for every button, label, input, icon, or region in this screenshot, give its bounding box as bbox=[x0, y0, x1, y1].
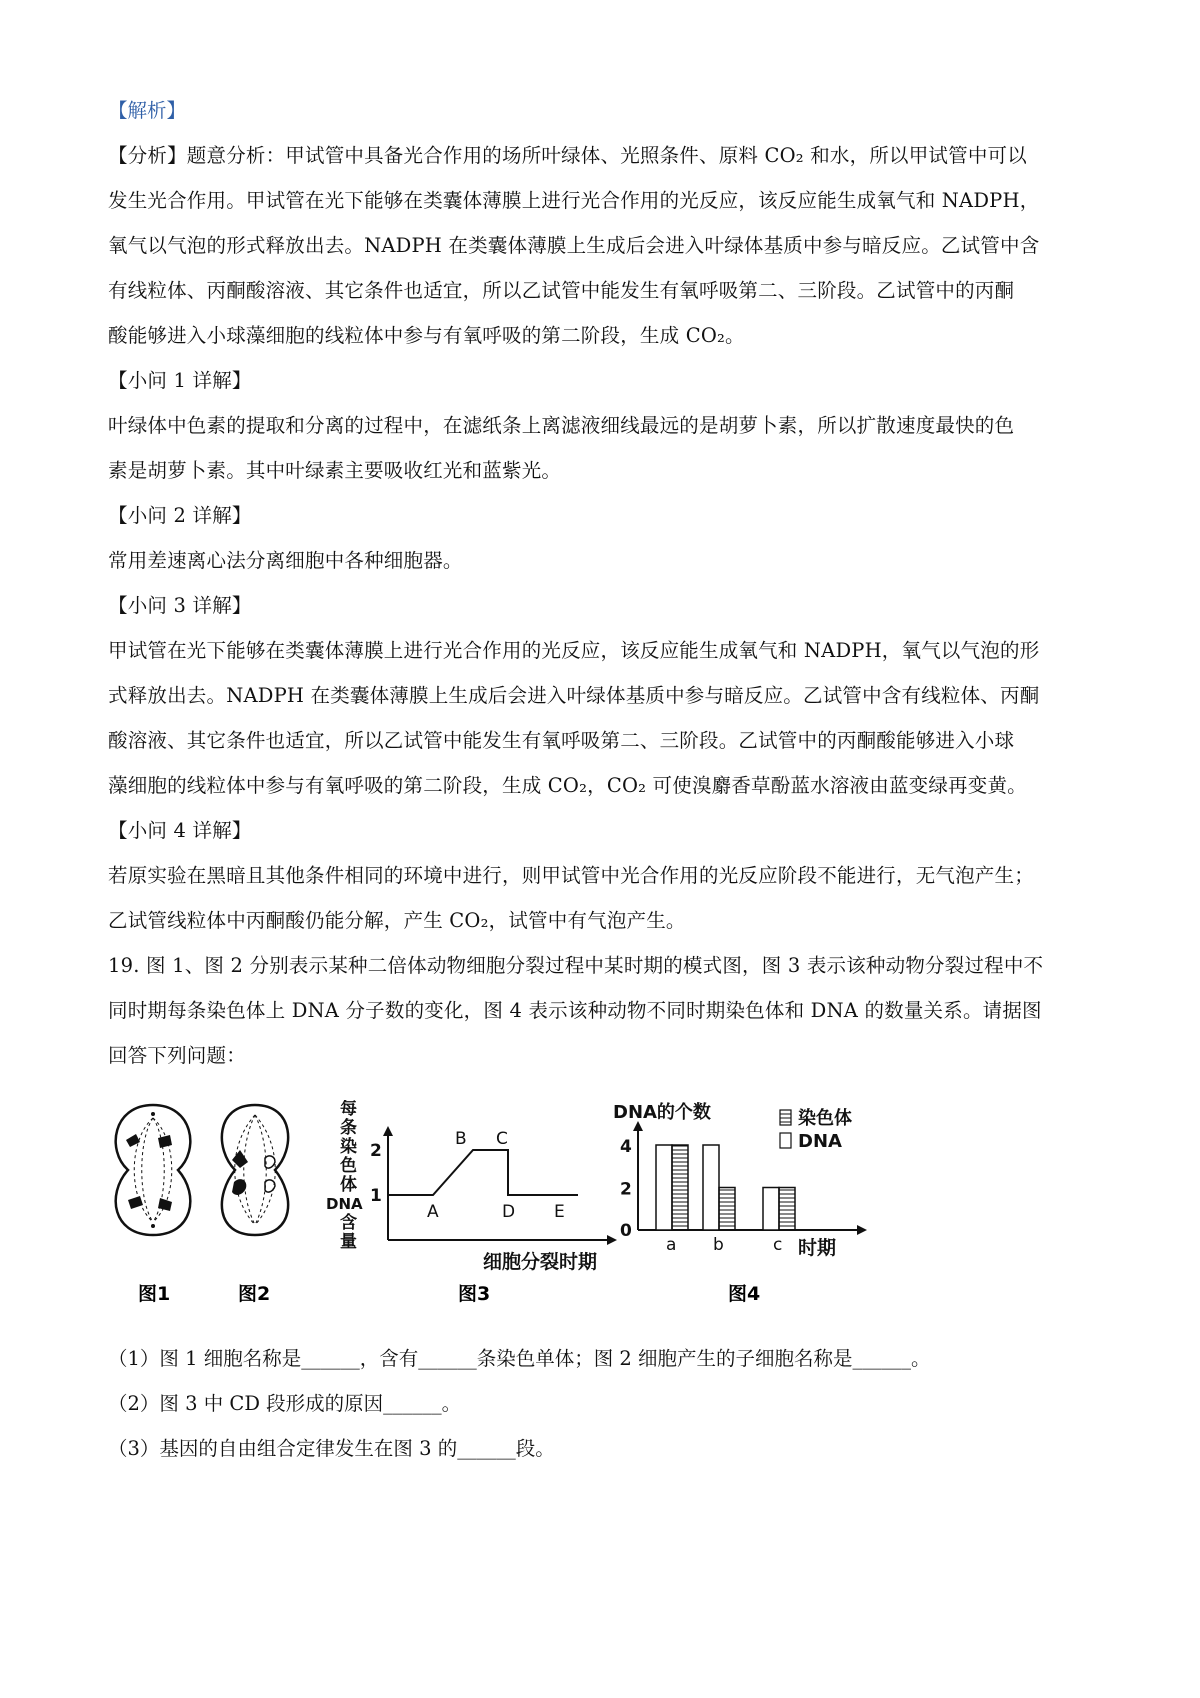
analysis-label: 【解析】 bbox=[108, 99, 187, 122]
section-heading: 【小问 1 详解】 bbox=[108, 369, 252, 392]
paragraph-line: 藻细胞的线粒体中参与有氧呼吸的第二阶段，生成 CO₂，CO₂ 可使溴麝香草酚蓝水溶液由蓝变绿再变黄。 bbox=[108, 774, 1027, 797]
sub-question-1: （1）图 1 细胞名称是______，含有______条染色单体；图 2 细胞产生的子细胞名称是______。 bbox=[108, 1347, 931, 1370]
sub-question-2: （2）图 3 中 CD 段形成的原因______。 bbox=[108, 1392, 462, 1415]
fig3-caption: 图3 bbox=[458, 1283, 491, 1305]
section-heading: 【小问 2 详解】 bbox=[108, 504, 252, 527]
fig3-ylabel-char: 染 bbox=[340, 1137, 357, 1157]
fig3-ylabel-char: 量 bbox=[340, 1232, 357, 1252]
fig3-ylabel-char: 含 bbox=[340, 1213, 357, 1233]
fig4-bar-chromosome bbox=[719, 1188, 735, 1231]
paragraph-line: 酸能够进入小球藻细胞的线粒体中参与有氧呼吸的第二阶段，生成 CO₂。 bbox=[108, 324, 745, 347]
section-heading: 【小问 3 详解】 bbox=[108, 594, 252, 617]
fig4-legend-label: 染色体 bbox=[798, 1108, 852, 1129]
section-heading: 【小问 4 详解】 bbox=[108, 819, 252, 842]
fig4-xlabel: 时期 bbox=[798, 1237, 837, 1259]
fig4-legend-swatch-chromosome bbox=[780, 1110, 791, 1125]
paragraph-line: 式释放出去。NADPH 在类囊体薄膜上生成后会进入叶绿体基质中参与暗反应。乙试管中含有线粒体、丙酮 bbox=[108, 684, 1040, 707]
fig4-category-label: c bbox=[773, 1235, 783, 1255]
paragraph-line: 常用差速离心法分离细胞中各种细胞器。 bbox=[108, 549, 463, 572]
fig1-cell-diagram bbox=[116, 1105, 191, 1235]
figures-svg bbox=[108, 1100, 1108, 1310]
fig4-category-label: a bbox=[666, 1235, 677, 1255]
paragraph-line: 若原实验在黑暗且其他条件相同的环境中进行，则甲试管中光合作用的光反应阶段不能进行，无气泡产生； bbox=[108, 864, 1034, 887]
fig3-ylabel-char: 每 bbox=[340, 1100, 357, 1119]
fig3-point-label: D bbox=[502, 1202, 516, 1222]
fig4-legend-label: DNA bbox=[798, 1131, 842, 1152]
fig3-ylabel-char: 条 bbox=[340, 1118, 357, 1138]
fig4-bar-dna bbox=[656, 1145, 672, 1230]
fig4-caption: 图4 bbox=[728, 1283, 761, 1305]
paragraph-line: 【分析】题意分析：甲试管中具备光合作用的场所叶绿体、光照条件、原料 CO₂ 和水，所以甲试管中可以 bbox=[108, 144, 1027, 167]
fig3-y-arrow bbox=[383, 1126, 393, 1136]
paragraph-line: 素是胡萝卜素。其中叶绿素主要吸收红光和蓝紫光。 bbox=[108, 459, 562, 482]
fig4-tick-label: 0 bbox=[620, 1221, 632, 1241]
fig3-tick-label: 1 bbox=[370, 1186, 382, 1206]
sub-question-3: （3）基因的自由组合定律发生在图 3 的______段。 bbox=[108, 1437, 555, 1460]
fig4-bar-dna bbox=[763, 1188, 779, 1231]
document-page bbox=[108, 88, 1108, 1471]
question-stem: 同时期每条染色体上 DNA 分子数的变化，图 4 表示该种动物不同时期染色体和 DNA 的数量关系。请据图 bbox=[108, 999, 1042, 1022]
fig4-bar-chromosome bbox=[779, 1188, 795, 1231]
fig2-caption: 图2 bbox=[238, 1283, 271, 1305]
paragraph-line: 乙试管线粒体中丙酮酸仍能分解，产生 CO₂，试管中有气泡产生。 bbox=[108, 909, 686, 932]
paragraph-line: 酸溶液、其它条件也适宜，所以乙试管中能发生有氧呼吸第二、三阶段。乙试管中的丙酮酸能够进入小球 bbox=[108, 729, 1015, 752]
fig4-bar-chromosome bbox=[672, 1145, 688, 1230]
fig1-caption: 图1 bbox=[138, 1283, 171, 1305]
fig3-line-chart bbox=[326, 1100, 617, 1273]
paragraph-line: 叶绿体中色素的提取和分离的过程中，在滤纸条上离滤液细线最远的是胡萝卜素，所以扩散速度最快的色 bbox=[108, 414, 1015, 437]
fig3-point-label: A bbox=[427, 1202, 439, 1222]
paragraph-line: 发生光合作用。甲试管在光下能够在类囊体薄膜上进行光合作用的光反应，该反应能生成氧气和 NADPH， bbox=[108, 189, 1040, 212]
fig3-ylabel-char: 色 bbox=[340, 1156, 357, 1176]
fig3-ylabel-char: 体 bbox=[340, 1175, 357, 1195]
fig4-bar-dna bbox=[703, 1145, 719, 1230]
fig4-tick-label: 4 bbox=[620, 1137, 632, 1157]
question-stem: 回答下列问题： bbox=[108, 1044, 246, 1067]
fig2-cell-diagram bbox=[222, 1105, 288, 1235]
fig3-ylabel-char: DNA bbox=[326, 1195, 363, 1213]
paragraph-line: 甲试管在光下能够在类囊体薄膜上进行光合作用的光反应，该反应能生成氧气和 NADPH，氧气以气泡的形 bbox=[108, 639, 1040, 662]
fig3-point-label: B bbox=[455, 1129, 467, 1149]
fig4-ylabel: DNA的个数 bbox=[613, 1102, 711, 1123]
fig3-point-label: E bbox=[554, 1202, 565, 1222]
paragraph-line: 有线粒体、丙酮酸溶液、其它条件也适宜，所以乙试管中能发生有氧呼吸第二、三阶段。乙试管中的丙酮 bbox=[108, 279, 1015, 302]
paragraph-line: 氧气以气泡的形式释放出去。NADPH 在类囊体薄膜上生成后会进入叶绿体基质中参与暗反应。乙试管中含 bbox=[108, 234, 1040, 257]
fig4-legend-swatch-dna bbox=[780, 1133, 791, 1148]
fig3-tick-label: 2 bbox=[370, 1141, 382, 1161]
fig4-tick-label: 2 bbox=[620, 1179, 632, 1200]
fig3-x-arrow bbox=[607, 1235, 617, 1245]
fig4-category-label: b bbox=[713, 1235, 724, 1255]
figure-row bbox=[108, 1100, 1108, 1310]
fig3-xlabel: 细胞分裂时期 bbox=[483, 1251, 598, 1273]
fig3-series-line bbox=[388, 1150, 578, 1195]
fig3-point-label: C bbox=[496, 1129, 508, 1149]
fig4-x-arrow bbox=[857, 1225, 867, 1235]
fig4-bar-chart bbox=[613, 1101, 867, 1259]
question-stem: 19. 图 1、图 2 分别表示某种二倍体动物细胞分裂过程中某时期的模式图，图 3 表示该种动物分裂过程中不 bbox=[108, 954, 1044, 977]
